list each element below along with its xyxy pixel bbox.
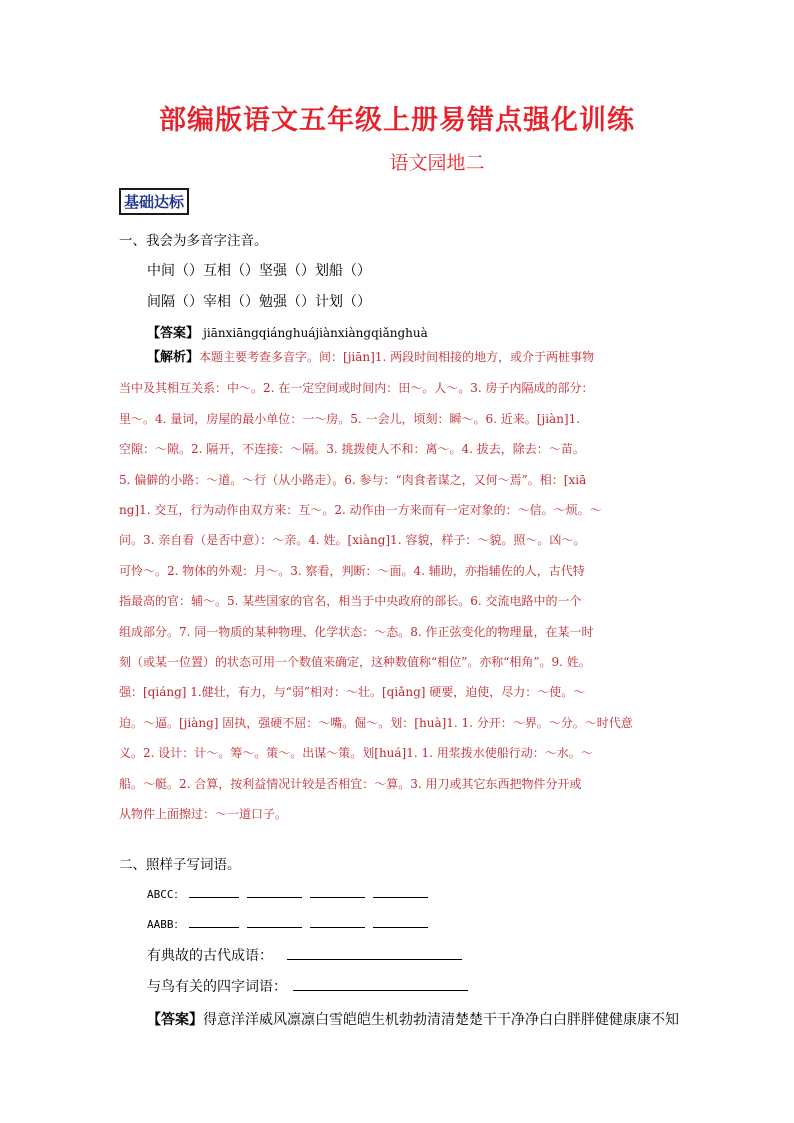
analysis-tag: 【解析】 bbox=[147, 350, 200, 365]
section-badge: 基础达标 bbox=[119, 188, 189, 215]
abcc-blank-2[interactable] bbox=[247, 885, 302, 898]
aabb-row bbox=[147, 915, 436, 932]
idiom-label: 有典故的古代成语： bbox=[147, 948, 273, 964]
analysis-line: 空隙：～隙。2. 隔开，不连接：～隔。3. 挑拨使人不和：离～。4. 拔去，除去：～苗。 bbox=[119, 442, 585, 457]
idiom-blank[interactable] bbox=[287, 947, 462, 960]
analysis-line: 里～。4. 量词，房屋的最小单位：一～房。5. 一会儿，顷刻：瞬～。6. 近来。[jiàn]1. bbox=[119, 411, 581, 426]
abcc-row bbox=[147, 885, 436, 902]
aabb-blank-2[interactable] bbox=[247, 915, 302, 928]
analysis-line: 5. 偏僻的小路：～道。～行（从小路走）。6. 参与：“肉食者谋之，又何～焉”。相：[xiā bbox=[119, 472, 587, 487]
aabb-blank-1[interactable] bbox=[189, 915, 239, 928]
question-1-analysis bbox=[119, 342, 679, 830]
abcc-blank-1[interactable] bbox=[189, 885, 239, 898]
analysis-line: 指最高的官：辅～。5. 某些国家的官名，相当于中央政府的部长。6. 交流电路中的一个 bbox=[119, 594, 582, 609]
question-1-title: 一、我会为多音字注音。 bbox=[119, 233, 268, 249]
bird-row bbox=[147, 976, 476, 996]
analysis-line: 当中及其相互关系：中～。2. 在一定空间或时间内：田～。人～。3. 房子内隔成的部分： bbox=[119, 381, 594, 396]
aabb-blank-4[interactable] bbox=[373, 915, 428, 928]
abcc-label: ABCC： bbox=[147, 888, 185, 901]
bird-label: 与鸟有关的四字词语： bbox=[147, 979, 287, 995]
question-1-answer bbox=[147, 322, 428, 341]
question-2-title: 二、照样子写词语。 bbox=[119, 857, 241, 873]
analysis-line: ng]1. 交互，行为动作由双方来：互～。2. 动作由一方来而有一定对象的：～信。～烦。～ bbox=[119, 503, 602, 518]
answer-text: jiānxiāngqiánghuájiànxiàngqiǎnghuà bbox=[203, 326, 428, 340]
abcc-blank-3[interactable] bbox=[310, 885, 365, 898]
question-1-row-2: 间隔（）宰相（）勉强（）计划（） bbox=[147, 294, 371, 310]
idiom-row bbox=[147, 945, 470, 965]
analysis-line: 迫。～逼。[jiàng] 固执，强硬不屈：～嘴。倔～。划：[huà]1. 1. 分开：～界。～分。～时代意 bbox=[119, 715, 633, 730]
analysis-line: 可怜～。2. 物体的外观：月～。3. 察看，判断：～面。4. 辅助，亦指辅佐的人，古代特 bbox=[119, 563, 585, 578]
analysis-line: 义。2. 设计：计～。筹～。策～。出谋～策。划[huá]1. 1. 用浆拨水使船行动：～水。～ bbox=[119, 746, 593, 761]
page-subtitle: 语文园地二 bbox=[389, 152, 485, 174]
analysis-line: 强：[qiáng] 1.健壮，有力，与“弱”相对：～壮。[qiǎng] 硬要，迫使，尽力：～使。～ bbox=[119, 685, 586, 700]
bird-blank[interactable] bbox=[293, 978, 468, 991]
analysis-line: 从物件上面擦过：～一道口子。 bbox=[119, 807, 288, 822]
question-2-answer bbox=[147, 1009, 679, 1029]
answer-text: 得意洋洋威风凛凛白雪皑皑生机勃勃清清楚楚干干净净白白胖胖健健康康不知 bbox=[203, 1012, 679, 1028]
answer-tag: 【答案】 bbox=[147, 326, 200, 341]
abcc-blank-4[interactable] bbox=[373, 885, 428, 898]
page-title: 部编版语文五年级上册易错点强化训练 bbox=[159, 105, 635, 136]
analysis-line: 船。～艇。2. 合算，按利益情况计较是否相宜：～算。3. 用刀或其它东西把物件分开或 bbox=[119, 776, 582, 791]
analysis-line: 刻（或某一位置）的状态可用一个数值来确定，这种数值称“相位”。亦称“相角”。9. 姓。 bbox=[119, 655, 591, 670]
answer-tag: 【答案】 bbox=[147, 1012, 203, 1028]
analysis-line: 组成部分。7. 同一物质的某种物理、化学状态：～态。8. 作正弦变化的物理量，在某一时 bbox=[119, 624, 594, 639]
aabb-label: AABB： bbox=[147, 918, 185, 931]
analysis-line: 问。3. 亲自看（是否中意）：～亲。4. 姓。[xiàng]1. 容貌，样子：～貌。照～。凶～。 bbox=[119, 533, 586, 548]
aabb-blank-3[interactable] bbox=[310, 915, 365, 928]
analysis-line: 本题主要考查多音字。间：[jiān]1. 两段时间相接的地方，或介于两桩事物 bbox=[199, 350, 595, 364]
question-1-row-1: 中间（）互相（）坚强（）划船（） bbox=[147, 263, 371, 279]
